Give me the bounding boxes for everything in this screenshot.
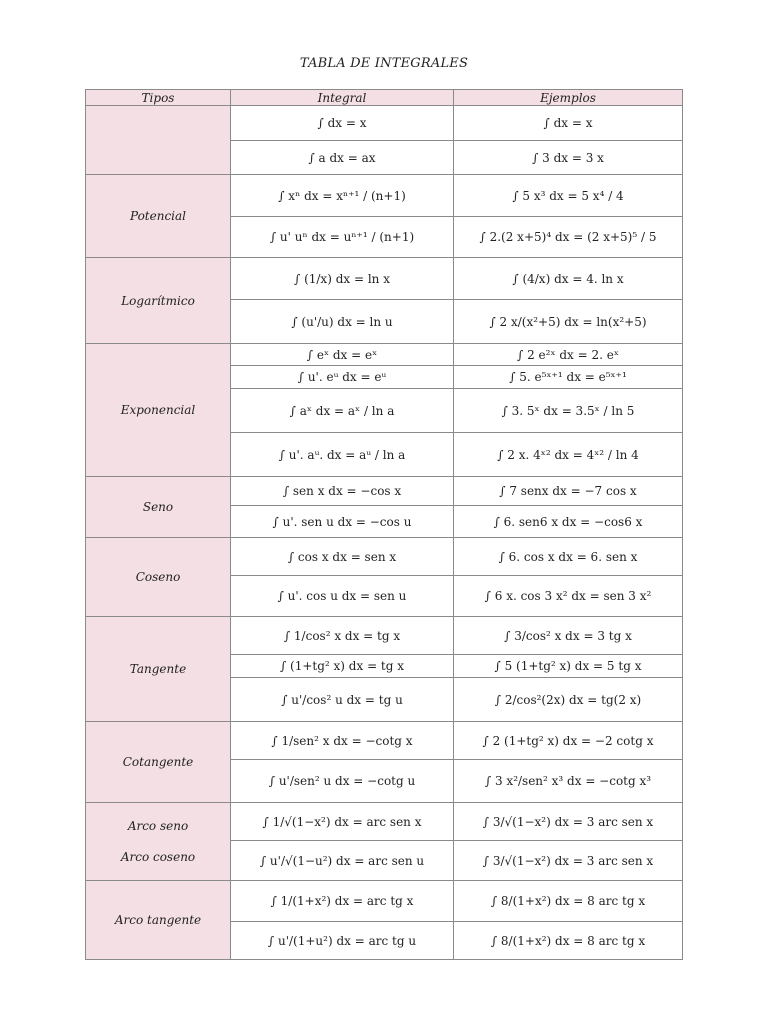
integral-formula: ∫ xⁿ dx = xⁿ⁺¹ / (n+1) xyxy=(231,175,454,217)
example-formula: ∫ 6. cos x dx = 6. sen x xyxy=(454,538,683,576)
example-formula: ∫ 3 dx = 3 x xyxy=(454,141,683,175)
example-formula: ∫ 3 x²/sen² x³ dx = −cotg x³ xyxy=(454,760,683,803)
type-arcotangente: Arco tangente xyxy=(86,881,231,960)
example-formula: ∫ 2/cos²(2x) dx = tg(2 x) xyxy=(454,678,683,722)
type-coseno: Coseno xyxy=(86,538,231,617)
type-seno: Seno xyxy=(86,477,231,538)
header-integral: Integral xyxy=(231,90,454,106)
integral-formula: ∫ u'/cos² u dx = tg u xyxy=(231,678,454,722)
integral-formula: ∫ u'/(1+u²) dx = arc tg u xyxy=(231,922,454,960)
integral-formula: ∫ dx = x xyxy=(231,106,454,141)
integrals-table xyxy=(85,89,683,960)
integral-formula: ∫ u' uⁿ dx = uⁿ⁺¹ / (n+1) xyxy=(231,217,454,258)
integral-formula: ∫ (1+tg² x) dx = tg x xyxy=(231,655,454,678)
example-formula: ∫ 5 (1+tg² x) dx = 5 tg x xyxy=(454,655,683,678)
header-ejemplos: Ejemplos xyxy=(454,90,683,106)
table-row xyxy=(86,477,683,506)
table-row xyxy=(86,722,683,760)
example-formula: ∫ 2 x. 4ˣ² dx = 4ˣ² / ln 4 xyxy=(454,433,683,477)
table-row xyxy=(86,344,683,366)
type-exponencial: Exponencial xyxy=(86,344,231,477)
example-formula: ∫ 2 (1+tg² x) dx = −2 cotg x xyxy=(454,722,683,760)
type-logaritmico: Logarítmico xyxy=(86,258,231,344)
table-row xyxy=(86,617,683,655)
integral-formula: ∫ u'/√(1−u²) dx = arc sen u xyxy=(231,841,454,881)
table-header-row xyxy=(86,90,683,106)
example-formula: ∫ 2 x/(x²+5) dx = ln(x²+5) xyxy=(454,300,683,344)
table-row xyxy=(86,106,683,141)
type-arcocoseno: Arco coseno xyxy=(120,849,196,864)
example-formula: ∫ 6. sen6 x dx = −cos6 x xyxy=(454,506,683,538)
table-row xyxy=(86,881,683,922)
integral-formula: ∫ sen x dx = −cos x xyxy=(231,477,454,506)
example-formula: ∫ (4/x) dx = 4. ln x xyxy=(454,258,683,300)
table-row xyxy=(86,175,683,217)
example-formula: ∫ 8/(1+x²) dx = 8 arc tg x xyxy=(454,881,683,922)
table-row xyxy=(86,803,683,841)
example-formula: ∫ 6 x. cos 3 x² dx = sen 3 x² xyxy=(454,576,683,617)
example-formula: ∫ dx = x xyxy=(454,106,683,141)
type-cotangente: Cotangente xyxy=(86,722,231,803)
example-formula: ∫ 3/√(1−x²) dx = 3 arc sen x xyxy=(454,841,683,881)
header-tipos: Tipos xyxy=(86,90,231,106)
type-arco-seno-coseno xyxy=(86,803,231,881)
type-cell-basic xyxy=(86,106,231,175)
integral-formula: ∫ u'. sen u dx = −cos u xyxy=(231,506,454,538)
table-row xyxy=(86,258,683,300)
example-formula: ∫ 5 x³ dx = 5 x⁴ / 4 xyxy=(454,175,683,217)
example-formula: ∫ 3/√(1−x²) dx = 3 arc sen x xyxy=(454,803,683,841)
integral-formula: ∫ u'. aᵘ. dx = aᵘ / ln a xyxy=(231,433,454,477)
table-row xyxy=(86,538,683,576)
integral-formula: ∫ aˣ dx = aˣ / ln a xyxy=(231,389,454,433)
integral-formula: ∫ (u'/u) dx = ln u xyxy=(231,300,454,344)
integral-formula: ∫ a dx = ax xyxy=(231,141,454,175)
example-formula: ∫ 3/cos² x dx = 3 tg x xyxy=(454,617,683,655)
integral-formula: ∫ u'. cos u dx = sen u xyxy=(231,576,454,617)
example-formula: ∫ 3. 5ˣ dx = 3.5ˣ / ln 5 xyxy=(454,389,683,433)
integral-formula: ∫ 1/(1+x²) dx = arc tg x xyxy=(231,881,454,922)
example-formula: ∫ 8/(1+x²) dx = 8 arc tg x xyxy=(454,922,683,960)
integral-formula: ∫ 1/sen² x dx = −cotg x xyxy=(231,722,454,760)
example-formula: ∫ 5. e⁵ˣ⁺¹ dx = e⁵ˣ⁺¹ xyxy=(454,366,683,389)
integral-formula: ∫ eˣ dx = eˣ xyxy=(231,344,454,366)
example-formula: ∫ 2 e²ˣ dx = 2. eˣ xyxy=(454,344,683,366)
integral-formula: ∫ (1/x) dx = ln x xyxy=(231,258,454,300)
example-formula: ∫ 2.(2 x+5)⁴ dx = (2 x+5)⁵ / 5 xyxy=(454,217,683,258)
integral-formula: ∫ u'/sen² u dx = −cotg u xyxy=(231,760,454,803)
example-formula: ∫ 7 senx dx = −7 cos x xyxy=(454,477,683,506)
integral-formula: ∫ 1/cos² x dx = tg x xyxy=(231,617,454,655)
integral-formula: ∫ u'. eᵘ dx = eᵘ xyxy=(231,366,454,389)
type-potencial: Potencial xyxy=(86,175,231,258)
integral-formula: ∫ 1/√(1−x²) dx = arc sen x xyxy=(231,803,454,841)
page-title: TABLA DE INTEGRALES xyxy=(299,56,469,71)
type-tangente: Tangente xyxy=(86,617,231,722)
integral-formula: ∫ cos x dx = sen x xyxy=(231,538,454,576)
type-arcoseno: Arco seno xyxy=(127,818,189,833)
